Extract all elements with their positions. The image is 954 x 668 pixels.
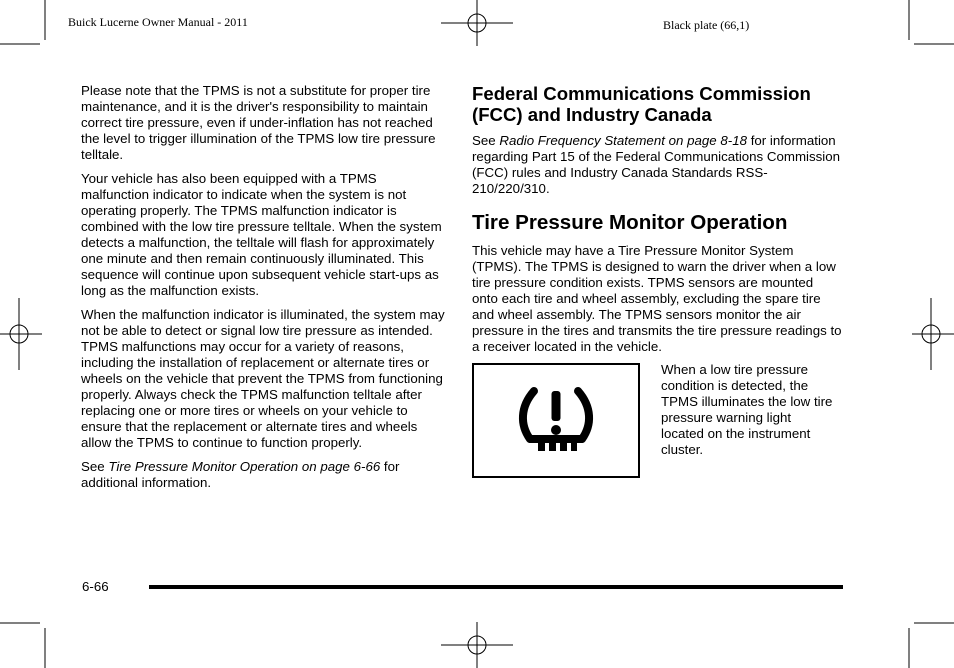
paragraph-fcc bbox=[472, 133, 842, 197]
header-manual-title: Buick Lucerne Owner Manual - 2011 bbox=[68, 15, 248, 29]
header-plate-label: Black plate (66,1) bbox=[663, 18, 750, 32]
paragraph-tpm-body: This vehicle may have a Tire Pressure Monitor System (TPMS). The TPMS is designed to warn the driver when a low tire pressure condition exists. TPMS sensors are mounted onto each tire and wheel assembly, excluding the spare tire and wheel assembly. The TPMS sensors monitor the air pressure in the tires and transmits the tire pressure readings to a receiver located in the vehicle. bbox=[472, 243, 842, 354]
fcc-see-suffix: for information regarding Part 15 of the Federal Communications Commission (FCC) rules and Industry Canada Standards RSS-210/220/310. bbox=[472, 133, 841, 196]
tpm-operation-heading: Tire Pressure Monitor Operation bbox=[472, 211, 788, 234]
paragraph-malfunction-causes: When the malfunction indicator is illuminated, the system may not be able to detect or signal low tire pressure as intended. TPMS malfunctions may occur for a variety of reasons, including the installation of replacement or alternate tires or wheels on the vehicle that prevent the TPMS from functioning properly. Always check the TPMS malfunction telltale after replacing one or more tires or wheels on your vehicle to ensure that the replacement or alternate tires and wheels allow the TPMS to continue to function properly. bbox=[81, 307, 445, 450]
see-prefix: See bbox=[81, 459, 109, 474]
fcc-heading: Federal Communications Commission (FCC) and Industry Canada bbox=[472, 83, 811, 125]
paragraph-malfunction-indicator: Your vehicle has also been equipped with a TPMS malfunction indicator to indicate when the system is not operating properly. The TPMS malfunction indicator is combined with the low tire pressure telltale. When the system detects a malfunction, the telltale will flash for approximately one minute and then remain continuously illuminated. This sequence will continue upon subsequent vehicle start-ups as long as the malfunction exists. bbox=[81, 171, 442, 298]
left-column bbox=[81, 83, 447, 499]
paragraph-see-reference bbox=[81, 459, 447, 491]
fcc-cross-reference-link[interactable]: Radio Frequency Statement on page 8-18 bbox=[499, 133, 747, 148]
right-column bbox=[472, 83, 842, 478]
fcc-see-prefix: See bbox=[472, 133, 500, 148]
figure-frame bbox=[472, 363, 640, 478]
page-number: 6-66 bbox=[82, 579, 109, 594]
figure-row bbox=[472, 363, 842, 478]
footer-rule bbox=[149, 585, 843, 589]
see-suffix: for additional information. bbox=[81, 459, 400, 490]
low-tire-pressure-warning-icon bbox=[516, 385, 596, 457]
paragraph-tpms-not-substitute: Please note that the TPMS is not a substitute for proper tire maintenance, and it is the driver's responsibility to maintain correct tire pressure, even if under-inflation has not reached the level to trigger illumination of the TPMS low tire pressure telltale. bbox=[81, 83, 436, 162]
figure-caption: When a low tire pressure condition is detected, the TPMS illuminates the low tire pressure warning light located on the instrument cluster. bbox=[661, 362, 833, 457]
cross-reference-link[interactable]: Tire Pressure Monitor Operation on page 6-66 bbox=[108, 459, 381, 474]
